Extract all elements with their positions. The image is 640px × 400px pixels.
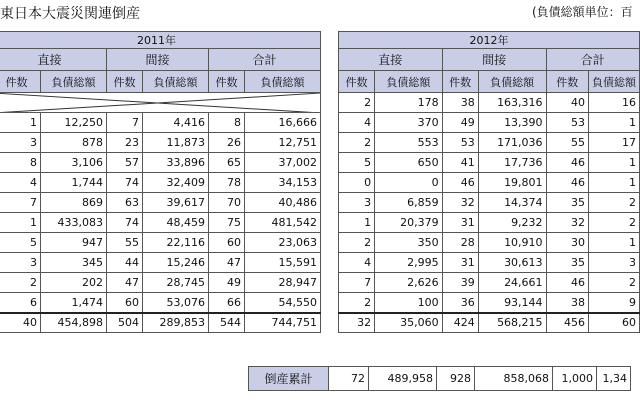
table-cell: 2: [339, 133, 375, 153]
total-cell: 289,853: [143, 313, 209, 333]
column-header: 負債総額: [245, 71, 321, 93]
table-cell: 31: [442, 213, 478, 233]
category-header: 間接: [442, 49, 546, 71]
year-header-row: [339, 32, 640, 49]
table-cell: 171,036: [478, 133, 546, 153]
table-cell: 2: [588, 213, 639, 233]
table-cell: 20,379: [375, 213, 443, 233]
cross-mark-icon: [0, 93, 321, 113]
table-cell: 1: [588, 113, 639, 133]
table-cell: 2: [588, 273, 639, 293]
table-cell: 202: [41, 273, 107, 293]
table-cell: 40,486: [245, 193, 321, 213]
table-row: [0, 113, 321, 133]
table-cell: 7: [107, 113, 143, 133]
table-cell: 947: [41, 233, 107, 253]
total-cell: 456: [546, 313, 588, 333]
table-cell: 12,751: [245, 133, 321, 153]
table-cell: 8: [209, 113, 245, 133]
category-header-row: [339, 49, 640, 71]
table-cell: 75: [209, 213, 245, 233]
table-cell: 32,409: [143, 173, 209, 193]
table-cell: 1: [588, 153, 639, 173]
table-cell: 2,995: [375, 253, 443, 273]
table-cell: 878: [41, 133, 107, 153]
table-cell: 35: [546, 253, 588, 273]
table-cell: 0: [339, 173, 375, 193]
table-cell: 8: [0, 153, 41, 173]
table-cell: 38: [546, 293, 588, 313]
table-row: [339, 213, 640, 233]
total-cell: 35,060: [375, 313, 443, 333]
column-header-row: [0, 71, 321, 93]
table-row: [0, 233, 321, 253]
category-header: 合計: [209, 49, 321, 71]
table-cell: 350: [375, 233, 443, 253]
table-cell: 37,002: [245, 153, 321, 173]
total-cell: 504: [107, 313, 143, 333]
table-cell: 46: [546, 153, 588, 173]
table-cell: 163,316: [478, 93, 546, 113]
table-cell: 30: [546, 233, 588, 253]
table-cell: 1: [588, 233, 639, 253]
table-cell: 66: [209, 293, 245, 313]
table-cell: 1: [0, 113, 41, 133]
table-cell: 40: [546, 93, 588, 113]
table-cell: 23,063: [245, 233, 321, 253]
cumulative-table: [248, 366, 631, 391]
table-cell: 63: [107, 193, 143, 213]
table-cell: 370: [375, 113, 443, 133]
table-cell: 100: [375, 293, 443, 313]
table-cell: 1,744: [41, 173, 107, 193]
table-cell: 650: [375, 153, 443, 173]
cumulative-value: 928: [437, 367, 475, 391]
table-cell: 74: [107, 213, 143, 233]
table-cell: 15,591: [245, 253, 321, 273]
table-cell: 54,550: [245, 293, 321, 313]
cumulative-value: 858,068: [475, 367, 553, 391]
total-cell: 568,215: [478, 313, 546, 333]
table-cell: 39,617: [143, 193, 209, 213]
table-cell: 3: [339, 193, 375, 213]
page-title: 東日本大震災関連倒産: [0, 6, 140, 22]
table-cell: 30,613: [478, 253, 546, 273]
table-cell: 47: [107, 273, 143, 293]
table-row: [339, 193, 640, 213]
table-row: [339, 253, 640, 273]
category-header: 間接: [107, 49, 209, 71]
column-header: 件数: [209, 71, 245, 93]
total-row: [339, 313, 640, 333]
table-cell: 2: [339, 233, 375, 253]
table-row: [0, 273, 321, 293]
year-header-row: [0, 32, 321, 49]
table-row: [339, 173, 640, 193]
table-row: [339, 273, 640, 293]
table-cell: 34,153: [245, 173, 321, 193]
table-cell: 2: [339, 93, 375, 113]
table-row: [339, 93, 640, 113]
table-row: [339, 293, 640, 313]
table-cell: 869: [41, 193, 107, 213]
table-cell: 4,416: [143, 113, 209, 133]
cumulative-value: 489,958: [369, 367, 437, 391]
table-row: [0, 153, 321, 173]
column-header: 件数: [0, 71, 41, 93]
column-header-row: [339, 71, 640, 93]
table-cell: 11,873: [143, 133, 209, 153]
table-cell: 46: [546, 273, 588, 293]
table-cell: 78: [209, 173, 245, 193]
table-cell: 345: [41, 253, 107, 273]
table-cell: 2: [588, 193, 639, 213]
table-cell: 49: [442, 113, 478, 133]
table-cell: 553: [375, 133, 443, 153]
table-cell: 38: [442, 93, 478, 113]
category-header: 合計: [546, 49, 639, 71]
table-cell: 14,374: [478, 193, 546, 213]
total-cell: 454,898: [41, 313, 107, 333]
table-cell: 481,542: [245, 213, 321, 233]
table-cell: 13,390: [478, 113, 546, 133]
table-row: [0, 293, 321, 313]
table-cell: 65: [209, 153, 245, 173]
table-cell: 5: [0, 233, 41, 253]
column-header: 件数: [339, 71, 375, 93]
table-cell: 433,083: [41, 213, 107, 233]
category-header: 直接: [339, 49, 443, 71]
table-cell: 7: [339, 273, 375, 293]
table-cell: 93,144: [478, 293, 546, 313]
table-cell: 28,947: [245, 273, 321, 293]
table-cell: 33,896: [143, 153, 209, 173]
category-header: 直接: [0, 49, 107, 71]
table-cell: 3: [588, 253, 639, 273]
table-cell: 23: [107, 133, 143, 153]
table-cell: 44: [107, 253, 143, 273]
table-cell: 48,459: [143, 213, 209, 233]
table-cell: 74: [107, 173, 143, 193]
table-cell: 46: [546, 173, 588, 193]
table-cell: 5: [339, 153, 375, 173]
column-header: 負債総額: [588, 71, 639, 93]
total-cell: 32: [339, 313, 375, 333]
table-cell: 1: [339, 213, 375, 233]
table-cell: 60: [107, 293, 143, 313]
cumulative-value: 72: [329, 367, 369, 391]
table-row: [0, 213, 321, 233]
table-row: [339, 133, 640, 153]
table-cell: 53: [442, 133, 478, 153]
table-cell: 32: [442, 193, 478, 213]
table-cell: 4: [339, 253, 375, 273]
table-cell: 57: [107, 153, 143, 173]
category-header-row: [0, 49, 321, 71]
table-cell: 35: [546, 193, 588, 213]
table-row: [339, 113, 640, 133]
cumulative-label: 倒産累計: [249, 367, 329, 391]
total-cell: 40: [0, 313, 41, 333]
column-header: 負債総額: [41, 71, 107, 93]
table-row: [0, 253, 321, 273]
table-cell: 24,661: [478, 273, 546, 293]
total-cell: 744,751: [245, 313, 321, 333]
not-applicable-cell: [0, 93, 321, 113]
table-cell: 36: [442, 293, 478, 313]
table-row: [0, 173, 321, 193]
total-row: [0, 313, 321, 333]
table-cell: 49: [209, 273, 245, 293]
table-row: [339, 233, 640, 253]
table-cell: 7: [0, 193, 41, 213]
table-row: [0, 133, 321, 153]
year-header: 2011年: [0, 32, 321, 49]
column-header: 件数: [546, 71, 588, 93]
table-cell: 55: [546, 133, 588, 153]
cumulative-value: 1,000: [553, 367, 597, 391]
table-cell: 178: [375, 93, 443, 113]
table-cell: 22,116: [143, 233, 209, 253]
column-header: 負債総額: [478, 71, 546, 93]
table-cell: 9: [588, 293, 639, 313]
table-cell: 47: [209, 253, 245, 273]
table-cell: 3: [0, 253, 41, 273]
table-cell: 53,076: [143, 293, 209, 313]
table-cell: 4: [339, 113, 375, 133]
table-row: [339, 153, 640, 173]
table-cell: 2: [339, 293, 375, 313]
table-cell: 0: [375, 173, 443, 193]
table-cell: 6: [0, 293, 41, 313]
table-cell: 6,859: [375, 193, 443, 213]
table-cell: 15,246: [143, 253, 209, 273]
table-cell: 39: [442, 273, 478, 293]
column-header: 件数: [442, 71, 478, 93]
table-row: [0, 93, 321, 113]
table-cell: 9,232: [478, 213, 546, 233]
table-cell: 1: [0, 213, 41, 233]
table-cell: 2: [0, 273, 41, 293]
total-cell: 60: [588, 313, 639, 333]
column-header: 負債総額: [143, 71, 209, 93]
table-cell: 4: [0, 173, 41, 193]
unit-note: (負債総額単位：百: [532, 5, 633, 19]
table-cell: 1: [588, 173, 639, 193]
table-cell: 19,801: [478, 173, 546, 193]
table-cell: 10,910: [478, 233, 546, 253]
table-cell: 46: [442, 173, 478, 193]
year-header: 2012年: [339, 32, 640, 49]
table-cell: 32: [546, 213, 588, 233]
table-cell: 28,745: [143, 273, 209, 293]
table-cell: 17,736: [478, 153, 546, 173]
table-2012: [338, 31, 640, 333]
table-2011: [0, 31, 321, 333]
table-cell: 16,666: [245, 113, 321, 133]
table-cell: 26: [209, 133, 245, 153]
table-cell: 70: [209, 193, 245, 213]
table-cell: 12,250: [41, 113, 107, 133]
table-cell: 41: [442, 153, 478, 173]
table-cell: 31: [442, 253, 478, 273]
table-cell: 53: [546, 113, 588, 133]
table-cell: 16: [588, 93, 639, 113]
cumulative-row: [249, 367, 631, 391]
table-cell: 60: [209, 233, 245, 253]
column-header: 負債総額: [375, 71, 443, 93]
table-cell: 55: [107, 233, 143, 253]
cumulative-value: 1,34: [597, 367, 631, 391]
table-cell: 3,106: [41, 153, 107, 173]
column-header: 件数: [107, 71, 143, 93]
table-cell: 3: [0, 133, 41, 153]
table-cell: 2,626: [375, 273, 443, 293]
total-cell: 424: [442, 313, 478, 333]
table-cell: 28: [442, 233, 478, 253]
table-cell: 1,474: [41, 293, 107, 313]
total-cell: 544: [209, 313, 245, 333]
table-cell: 17: [588, 133, 639, 153]
table-row: [0, 193, 321, 213]
